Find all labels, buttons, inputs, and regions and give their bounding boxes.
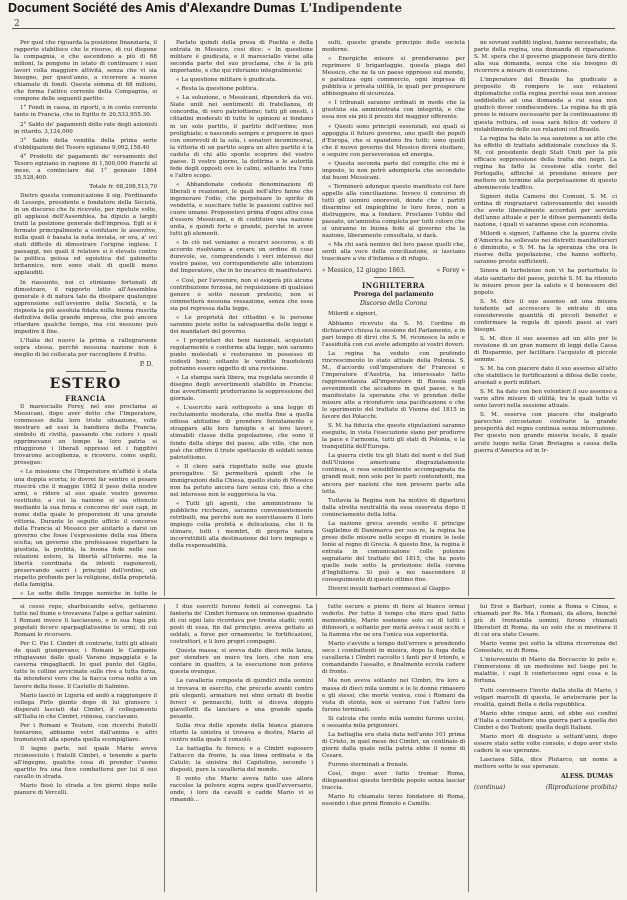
paragraph: « Abbandonate codeste denominazioni di liberali e reazionari, le quali nell'altro fanno che ingenerare l'odio, che perpetuare lo spirito di vendetta, e suscitare tutte le passioni cattive nel cuore umano. Proponetevi prima d'ogni altra cosa d'essere Messicani, e di costituire una nazione unita, e quindi forte e grande, perché in avere tutti gli elementi.	[170, 181, 313, 238]
paragraph: « Questa seconda parte del compito che mi è imposto, io non potrò adempierla che secondato dai buoni Messicani.	[322, 160, 465, 181]
paragraph: Sinora di turbolenze non vi ha perturbato lo stato sanitario del paese, poichè S. M. ha ritenuto le misure prese per la salute e il benessere del popolo.	[474, 268, 617, 296]
column-divider	[468, 40, 469, 596]
masthead: L'Indipendente	[300, 1, 403, 15]
riproduzione-label: (Riproduzione proibita)	[545, 784, 617, 792]
paragraph: Il legno parte, nel quale Mario aveva riconosciuto i fratelli Cimbri, e tenendo a parte all'ingegno, qualche cosa di prender l'uomo spartito fra una foce combattersi per lui il suo cavallo in strada.	[14, 745, 157, 781]
subsection-heading-inghilterra: INGHILTERRA	[361, 281, 425, 291]
paragraph: « I tribunali saranno ordinati in modo che la giustizia sia amministrata con integrità, e che essa non sia più il prezzo del maggior offerente.	[322, 100, 465, 121]
subsection-heading-francia: FRANCIA	[65, 394, 106, 404]
paragraph: « Terminerò adunque questo manifesto col fare appello alla conciliazione. Invoco il concorso di tutti gli uomini onorevoli, donde che i partiti disarmino ed impieghino le loro forze, non a distruggere, ma a fondare. Proclamo l'oblio del passato, un'amnistia completa per tutti coloro che si uniranno in buona fede al governo che la nazione, liberamente consultata, si darà.	[322, 183, 465, 240]
column-3	[322, 40, 465, 596]
subheading-discorso: Discorso della Corona	[359, 300, 428, 308]
paragraph: 2° Saldo de' pagamenti delle rate degli azionisti in ritardo. 3,124,000	[14, 121, 157, 135]
paragraph: « La soluzione, o Messicani, dipenderà da voi. Siate unili nei sentimenti di fratellanza, di concordia, di vero patriottismo; tutti gli onesti, i cittadini moderati di tutte le opinioni si fondano in un solo partito, il partito dell'ordine; non prolighiate; e nascondo sempre e proporre in quei con onorevoli di la sola, i senatori incomincerai, la vittoria di un partito sopra un altro partito è la caduta di chi allo sponte scoprire del vostro paese. Il vostro giorno, la dottrina e le autorità fede degli opposti ove lo calmi, soltanto tra l'uno e l'altro scopo.	[170, 95, 313, 179]
paragraph: si cessò repe, sbarbucando selve, gettarono tutte nel fiume e trovavano l'alpe a gettar salmini. I Romani invece li lasciavano, e in sua fuga più popolati fecero sparpagliatissime le ormi, di cui Romani lo ricorsero.	[14, 604, 157, 639]
author-signature: ALESS. DUMAS	[560, 773, 613, 781]
paragraph: Mario morì di disgusto a settant'anni, dopo essere stato sette volte console, e dopo aver visto cadere le sue speranze.	[474, 733, 617, 754]
column-divider	[316, 40, 317, 596]
paragraph: S. M. ha con piacere dato il suo assenso all'atto che stabilisce le fortificazioni a difesa delle coste, arsenali e porti militari.	[474, 366, 617, 387]
paragraph: tutte oscure e pieno di fiere al bianco ormai vederlo. Per tutto il tempo che duro quel fatto memorabile, Mario sostenne solo su di tutti i difensori, e soltanto per metà aveva i suoi occhi e la fiamma che ne era l'unica sua superiorità.	[322, 604, 465, 639]
paragraph: Tuttavia la Regina non ha motivo di dipartirsi dalla stretta neutralità da essa osservata dopo il cominciamento della lotta.	[322, 497, 465, 518]
feuilleton-column-2	[170, 604, 313, 892]
paragraph: La nazione greca avendo scelto il principe Guglielmo di Danimarca per suo re, la regina ha preso delle misure nelle scopo di riunire le isole Ionie al regno di Grecia. A questo fine, la regina è entrata in comunicazione colle potenze segnatarie del trattato del 1815, che ha posto quelle isole sotto la protezione della corona d'Inghilterra. Si può a noi nascondere il conseguimento di questo ottimo fine.	[322, 520, 465, 584]
paragraph: S. M. ha fiducia che queste stipulazioni saranno eseguite, in vista l'esecuzione siano per produrre la pace e l'armonia, tutti gli stati di Polonia, e la tranquillità dell'Europa.	[322, 423, 465, 451]
paragraph: Milordi e signori,	[328, 311, 378, 318]
paragraph: lui Eroi e Barbari, come a Roma e Cinea, e chiamati per Re. Ma i Romani, da allora, benché più di trentamila uomini, furono chiamati liberatori di Roma, da un solo che si mostrava il di cui era stato Cesare.	[474, 604, 617, 639]
paragraph: Signori della Camera dei Comuni, S. M. ci ordina di ringraziarvi calorosamente dei sussidi che avete liberalmente accordati per servizio dell'anno attuale e per le difese permanenti della nazione, i quali vi saranno spese con economia.	[474, 193, 617, 229]
dateline: « Messico, 12 giugno 1863.	[322, 267, 406, 275]
paragraph: « Energiche misure si prenderanno per reprimere il brigantaggio, questa piaga del Messico, che ne fa un paese oppresso sul mondo, e paralizza ogni commercio, ogni impresa di pubblica o privata utilità, le quali per prosperare abbisognano di sicurezza.	[322, 56, 465, 98]
paragraph: Mario ebbe cinque anni, ed ebbe sui confini d'Italia a combattere una guerra pari a quella dei Cimbri e dei Teutoni; quella degli Italiani.	[474, 710, 617, 731]
paragraph: « In ciò nel veniamo a recarvi soccorso, e di accordo risolviamo a creare un ordine di cose durevole, se, comprendendo i veri interessi del vostro paese, voi corrisponderete alle intenzioni del Imperatore, che in ho incarico di manifestarvi.	[170, 240, 313, 275]
paragraph: Mario venne poi sotto la ultima ricorrenza del Consolato, su di Roma.	[474, 641, 617, 655]
paragraph: 4° Prodotti de' pagamenti de' versamenti del Tesoro egiziano in ragione di 1,500,000 franchi al mese, a cominciare dal 1° gennaio 1864 35,528,400.	[14, 153, 157, 181]
paragraph: S. M. osserva con piacere che malgrado parecchie circostanze contrarie la grande prosperità del regno continua senza interruzione. Per questo non grande miseria locale, il quale avuto luogo nella Gran Bretagna a causa della guerra d'America ed in Ir-	[474, 412, 617, 454]
column-2	[170, 40, 313, 596]
paragraph: Parlato quindi della presa di Puebla e della entrata in Messico, così dice: « In questione militare è giudicata, e il maresciallo viene alla seconda parte del suo proclama, che è la più importante, e che qui riferiamo integralmente:	[170, 40, 313, 75]
feuilleton-rule	[12, 598, 615, 599]
paragraph: L'imperatore del Brasile ha giudicato a proposito di rompere le sue relazioni diplomatiche colla regina perché essa non avesse soddisfatto ad una domanda a cui essa non giudicò dover condiscendere. La regina ha di già preso le misure necessarie per la continuazione di questa rottura, ed essa sarà felice di vedere il ristabilimento delle sue relazioni col Brasile.	[474, 77, 617, 133]
paragraph: « Resta la questione politica.	[176, 86, 259, 93]
column-divider	[468, 604, 469, 892]
paragraph: Per quel che riguarda la posizione finanziaria, il rapporto stabilisce che le risorse, di cui dispone la compagnia, e che ascendono a più di 68 milioni, la pongono in istato di continuare i suoi lavori colla maggiore attività, senza che vi sia bisogno, per quest'anno, a ricorrere a nuove chiamate di fondi. Questa somma di 68 milioni, che forma l'attivo corrente della Compagnia, si compone delle seguenti partite:	[14, 40, 157, 103]
column-divider	[164, 40, 165, 596]
paragraph: Per C. Pio I. Cimbri di contrarie, tutti gli alleati de quali giungevano; i Romani le Campanie rifugiavano dalle quali Varano ingaggiata e la caverna ringagliardì. In quel punto del Giglio, tutte le colline avvicinate sulle rive a tutta forza, da intendersi vero che la fiacca corsa notte a un lavoro della fosse. Il Castello di Salmine.	[14, 641, 157, 690]
paragraph: Furono sterminati a frenate.	[328, 761, 409, 768]
paragraph: I due eserciti furono fedeli al convegno. La fanteria de' Cimbri formava un immenso quadrato di cui ogni lato ricordava per trenta stadii; venti posti di essa, fin dal principio, aveva gettato ai soldati, a forse per ornamento; le fortificazioni, costruttori, e li loro propri compagni.	[170, 604, 313, 646]
column-divider	[316, 604, 317, 892]
paragraph: Si calcola che cento mila uomini furono uccisi, e sessanta mila prigionieri.	[322, 715, 465, 729]
page-number: 2	[14, 19, 20, 29]
feuilleton-column-3	[322, 604, 465, 892]
paragraph: In riassunto, noi ci stimiamo fortunati di dimostrare, il rapporto letto all'Assemblea generale è di natura tale da dissipare qualunque apprensione sull'avvenire della Società, e la risposta la più assoluta fidata nulla buona riuscita definitiva della grande impresa, che può ancora ritardare qualche tempo, ma cui nessuno può impedire il fine.	[14, 279, 157, 335]
paragraph: Mario fissò lo strada a tre giorni dopo nelle pianure di Vercelli.	[14, 783, 157, 797]
continua-label: (continua)	[474, 784, 506, 792]
watermark: Document Société des Amis d'Alexandre Dumas	[8, 1, 296, 15]
paragraph: « L'esercito sarà sottoposto a una legge di reclutamento moderata, che metta fine a quella odiosa abitudine di prendere forzatamente e strappare alle loro famiglie e ai loro lavori, stimabili classe della popolazione, che sono il fondo della stirpe del paese, alle ville, che non può che offrire il triste spettacolo di soldati senza patriottismo.	[170, 405, 313, 461]
paragraph: S. M. ha dato con ben volentieri il suo assenso a varie altre misure di utilità, tra le quali tutte vi sono lavori nella sessione attuale.	[474, 389, 617, 410]
paragraph: S. M. dice il suo assenso ad una misura tendente ad accrescere le entrate di una considerevole quantità di piccoli benefici e conformare la regola di questi paesi ai vari bisogni.	[474, 298, 617, 333]
paragraph: « Il clero sarà rispettato nelle sue giuste prerogative. Si permetterà quindi che le immigrazioni della Chiesa, quello stato di Messico non ha potuto ancora fare senza ciò, fino a che nel interesse non le suggerisca la via.	[170, 463, 313, 498]
paragraph: Mario s'avvide a tempo dell'errore e prendendo seco i combattenti in misura, dopo la fuga della cavalleria i Cimbri raccolto i fanti per il trionfo, e comandando l'assalto, e finalmente eccola cadere di fronte.	[322, 641, 465, 676]
column-1	[14, 40, 157, 596]
paragraph: Tutti convinsero l'invito dalla stella di Mario, i volgari marcelli di questa, le aristocrazie per la rivalità, quindi Bella e della repubblica.	[474, 687, 617, 708]
paragraph: « Tutti gli agenti, che amministrano le pubbliche ricchezze, saranno convenientemente retribuiti, ma perchè non ne esercitassero il loro impiego colla probità e delicatezza, che li fa stimare, tutti i membri, di propria natura incorruttibili alla destinazione del loro impiego e della responsabilità.	[170, 500, 313, 550]
paragraph: 3° Saldo della vendita della prima serie d'obbligazioni del Tesoro egiziano 9,092,158.40	[14, 137, 157, 151]
header-rule	[12, 28, 615, 29]
paragraph: Mario fu chiamato terzo fondatore di Roma, essendo i due primi Romolo e Camillo.	[322, 794, 465, 808]
feuilleton-column-4	[474, 604, 617, 892]
paragraph: Il maresciallo Forey, nel suo proclama ai Messicani, dopo aver detto che l'Imperatore, commosso della loro triste situazione, volle mostrare ad essi la bandiera della Francia, simbolo di civiltà, passando che coloro i quali opprimevano un tempo la loro patria si rifuggirono i liberali oppressi ed i fuggitivi trovarono accoglienza, e ricovero, come ospiti, prosegue:	[14, 404, 157, 467]
paragraph: Lasciava Silla, dice Plutarco, un nome a mettere sotto le sue speranze.	[474, 756, 617, 770]
divider	[374, 277, 414, 278]
paragraph: « La questione militare è giudicata.	[176, 77, 277, 84]
paragraph: Questa massa; si aveva dalle dieci mila lanza, per stendere un muro tra loro, che non era contare in quattro, a la esecuzione non poteva questa ovunque.	[170, 648, 313, 676]
proclamation-footer	[322, 267, 465, 274]
paragraph: Così, dopo aver fatto tremar Roma, dileguandosi questo terribile popolo senza lasciar traccia.	[322, 771, 465, 792]
paragraph: La cavalleria composta di quindici mila uomini si trovava in esercito, che precede avanti contro più eleganti, armature nei elmi ornati di bestie feroci e pennacchi, tutti si diceva doppio giavellotti da lanciare e una grande spada pesante.	[170, 678, 313, 720]
paragraph: « Ma chi sarà nemico del loro paese quelli che, sordi alla voce della conciliazione, si lasciano trascinare a vie d'infamia e di rifugio.	[322, 242, 465, 263]
feuilleton-footer	[474, 784, 617, 791]
feuilleton-column-1	[14, 604, 157, 892]
paragraph: Il vento che Mario aveva fatto uso allora raccolse la polvere sopra sopra quell'avversario, onde, i loro da cavalli e cadde Mario vi si rimandò...	[170, 776, 313, 804]
paragraph: La regina ha veduto con profondo rincrescimento lo stato attuale della Polonia. S. M., d'accordo coll'imperatore de' Francesi e l'imperatore d'Austria, ha interessato fatto rappresentanza all'imperatore di Russia sugli avvenimenti che accadono in quel paese, e ha manifestato la speranza che vi prendan delle misure atte a ricondurre una pacificazione e che lo sperimento del trattato di Vienna del 1815 in favore dei Polacchi.	[322, 350, 465, 421]
paragraph: L'Italia del nuovo la prima a rallegrarsene sopra stessa, perchè nessuna nazione non è meglio di lei collocata per raccogliere il frutto.	[14, 337, 157, 358]
proclamation-signature: « Forey »	[436, 267, 465, 275]
paragraph: « Le proprietà dei cittadini e le persone saranno poste sotto la salvaguardia delle leggi e dei mandatari del governo.	[170, 314, 313, 335]
paragraph: L'intervenuto di Mario da Boccaccio lo pelo e, l'immersione di un medesimo nel luogo poi le malattie, i capi li conferiscono ogni cosa e la fortuna.	[474, 657, 617, 685]
paragraph: « Le missione che l'Imperatore m'affidò è stata una doppia scorta; io dovrei far sentire si pesare riuscirà che il maggio 1862 il peso della nostre armi, e ridere al suo quale vostro governo costituito, a cui la nazione si sia ottenuto mediante la sua forza e concorso de' suoi capi, in nome della quale le proporzioni di una grande vittoria. Durante lo seguito ufficio il concorso della Francia al Messico per aiutarlo a darsi un governo che fosse l'espressione della sua libera scelta; un governo che professasse rispettare la giustizia, la probità, la buona fede nelle sue relazioni estere, la libertà all'interno, ma la libertà coordinata da intenti ragionevoli, preservando sacri i principii dell'ordine, un rispetto profondo per la religione, della proprietà, della famiglia.	[14, 469, 157, 589]
column-divider	[164, 604, 165, 892]
total-line: Totale fr. 68,298,513,70	[89, 183, 157, 190]
paragraph: « I proprietari dei beni nazionali, acquistati regolarmente e conforme alla legge, non saranno punto molestati e resteranno in possesso di codesti beni; soltanto le vendite fraudolenti potranno essere oggetto di una revisione.	[170, 337, 313, 373]
paragraph: Dietro questa comunicazione il sig. Ferdinando di Lesseps, presidente e fondatore della Società, in un discorso che fu ricevuto, per ripetute volte, gli applausi dell'Assemblea, ha diputo a largiti tratti la posizione generale dell'impresa. Egli si è fermato principalmente a confutare le asserzive, nulla quali è basata la nota inviata, or ora, a' ovi stati difficile di dimostrare l'origine inglese. I passaggi, nei quali il relatore si è elevato contro la politica gelosa ed egoistica del gabinetto britannico, non sono stati di quelli meno applauditi.	[14, 192, 157, 277]
paragraph: Mario lasciò in Liguria ed andò a raggiungere il collega Pirlo giunto dopo di lui giunsero i disperati lasciati dai Cimbri, il collegamento all'Italia in che Cimbri, ruinosa, cacciavano.	[14, 692, 157, 720]
section-heading-estero: ESTERO	[49, 376, 122, 393]
paragraph: Diversi insulti barbari commessi al Giappo-	[328, 586, 451, 593]
paragraph: La battaglia era stata data nell'anno 101 prima di Cristo, in quel mese dei Cimbri, un centinaio di giorni dalla quale nella patria ebbe il nome di Cesare.	[322, 731, 465, 759]
divider	[66, 371, 106, 372]
paragraph: Abbiamo ricevuto da S. M. l'ordine di dichiararvi chiusa la sessione del Parlamento, e in pari tempo di dirvi che S. M. riconosce la zelo e l'assiduità con cui avete adempito ai vostri doveri.	[322, 320, 465, 348]
article-signature: P. D.	[139, 361, 153, 369]
paragraph: Per i Romani e Teutoni, con ricerchi fratelli tentarono, abbiamo vetri dall'anima e altri tramutevoli alla sponda quella scompigliare.	[14, 722, 157, 743]
paragraph: 1° Fondi in cassa, in riporti, o in conto corrente tanto in Francia, che in Egitto fr. 20,533,955.30.	[14, 105, 157, 119]
subheading-proroga: Proroga del parlamento	[353, 291, 434, 299]
paragraph: « Le sette delle truppe nemiche in tutte le	[20, 591, 157, 596]
paragraph: La battaglia fu feroce; e a Cimbri esposero l'attacco da fronte, la sua linea ordinata e da Catulo; la sinistra del Capitolino, secondo i disposti, pure la cavalleria del mondo.	[170, 745, 313, 774]
paragraph: « La stampa sarà libera, ma regolata secondo il disegno degli avvertimenti stabilito in Francia: due avvertimenti produrranno la soppressione del giornale.	[170, 375, 313, 403]
paragraph: La guerra civile tra gli Stati del nord e del Sud dell'Unione americana disgraziatamente continua, e resa sensibilmente accompagnata da grandi mali, non solo per le parti contendenti, ma ancora per nazioni che non presero parte alla lotta.	[322, 453, 465, 495]
paragraph: sulti, questo grande principio delle società moderne.	[322, 40, 465, 54]
column-4	[474, 40, 617, 596]
paragraph: Ma non aveva soltanto nei Cimbri, fra loro a massa di dieci mila uomini e le le donne rimasero e gli stessi, che morte veniva, così i Romani da vista di stento, non si serrano l'un l'altro loro furono terminati.	[322, 678, 465, 713]
paragraph: Sulla riva delle sponde della bianca pianura ritorto la sinistra si trovava a destra, Mario al centro nella quale il consolò.	[170, 722, 313, 743]
paragraph: S. M. dice il suo assenso ad un atto per le revisione di un gran numero di leggi della Cassa di Risparmio, per facilitare l'acquisto di piccole somme.	[474, 335, 617, 364]
paragraph: La regina ha dato la sua sanzione a un atto che ha effetto di trattato addizionale concluso da S. M. col presidente degli Stati Uniti per la più efficace soppressione della tratta dei negri. La regina ha fatto la cessione alla corte del Portogallo, affinché si prendano misure per mettere un termine alla perpetuazione di questo abominevole traffico.	[474, 135, 617, 191]
paragraph: ne sovrani sudditi inglesi, hanno necessitato, da parte della regina, una domanda di riparazione. S. M. spera che il governo giapponese farà diritto alla sua domanda, senza che sia bisogno di ricorrere a misure di coercizione.	[474, 40, 617, 75]
paragraph: Milordi e signori, l'affanno che la guerra civile d'America ha sollevato nei distretti manifatturieri è diminuito, e S. M. ha la speranza che ora le risorse della popolazione, che hanno sofferto, saranno presto sufficienti.	[474, 231, 617, 266]
paragraph: « Così, per l'avvenire, non si esigerà più alcuna contribuzione forzosa, né requisizione di qualsiasi genere o sotto nessun pretesto, non si commetterà nessuna vessazione, senza che essa sia poi repressa dalla legge.	[170, 277, 313, 312]
paragraph: « Questi sono principii essenziali, sui quali si appoggia il futuro governo, uno quelli dei popoli d'Europa, che si spandono fra tutti; sono quelli che il nuovo governo del Messico dovrà studiare, e seguire con perseveranza ed energia.	[322, 123, 465, 158]
